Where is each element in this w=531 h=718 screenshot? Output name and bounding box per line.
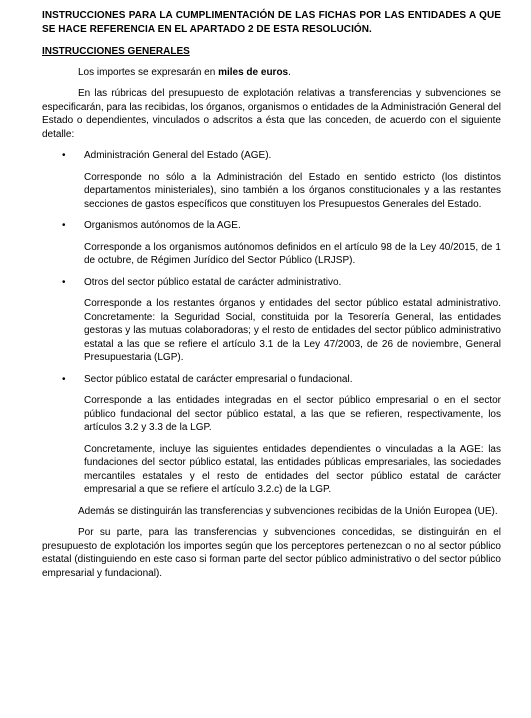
- ue-paragraph: Además se distinguirán las transferencias y subvenciones recibidas de la Unión Europea (UE).: [78, 505, 498, 517]
- bullet-label: Sector público estatal de carácter empresarial o fundacional.: [84, 373, 353, 385]
- bullet-paragraph: Concretamente, incluye las siguientes entidades dependientes o vinculadas a la AGE: las fundaciones del sector público estatal, las entidades públicas empresariales, las sociedades mercantiles estatales y el resto de entidades del sector público estatal de carácter empresarial a que se refiere el artículo 3.2.c) de la LGP.: [84, 443, 501, 495]
- bullet-label-line: [42, 276, 501, 290]
- bullet-item-age: [42, 149, 501, 211]
- bullet-icon: •: [62, 276, 66, 288]
- bullet-label: Otros del sector público estatal de carácter administrativo.: [84, 276, 342, 288]
- bullet-label: Organismos autónomos de la AGE.: [84, 220, 241, 231]
- bullet-item-otros-administrativo: [42, 276, 501, 365]
- rubricas-paragraph: En las rúbricas del presupuesto de explotación relativas a transferencias y subvenciones se especificarán, para las recibidas, los órganos, organismos o entidades de la Administración General del Estado o dependientes, vinculados o adscritos a ésta que las conceden, de acuerdo con el siguiente detalle:: [42, 88, 501, 140]
- intro-paragraph: [42, 66, 501, 80]
- bullet-paragraph: Corresponde a los restantes órganos y entidades del sector público estatal administrativo. Concretamente: la Seguridad Social, constituida por la Tesorería General, las entidades gestoras y las mutuas colaboradoras; y el resto de entidades del sector público administrativo estatal a las que se refiere el artículo 3.1 de la Ley 47/2003, de 26 de noviembre, General Presupuestaria (LGP).: [84, 298, 501, 363]
- section-heading-general: INSTRUCCIONES GENERALES: [42, 46, 190, 57]
- bullet-item-empresarial: [42, 373, 501, 497]
- bullet-icon: •: [62, 373, 66, 385]
- intro-text: Los importes se expresarán en: [78, 66, 219, 78]
- bullet-label-line: [42, 219, 501, 233]
- bullet-icon: •: [62, 220, 66, 231]
- concedidas-paragraph: Por su parte, para las transferencias y subvenciones concedidas, se distinguirán en el presupuesto de explotación los importes según que los perceptores pertenezcan o no al sector público estatal (distinguiendo en este caso si forman parte del sector público administrativo o del sector público empresarial y fundacional).: [42, 527, 501, 579]
- entity-bullet-list: [42, 149, 501, 497]
- bullet-item-organismos: [42, 219, 501, 268]
- bullet-icon: •: [62, 150, 66, 161]
- bullet-paragraph: Corresponde a las entidades integradas en el sector público empresarial o en el sector público fundacional del sector público estatal, a las que se refieren, respectivamente, los artículos 3.2 y 3.3 de la LGP.: [84, 395, 501, 433]
- bullet-label-line: [42, 149, 501, 163]
- intro-end: .: [288, 66, 291, 78]
- bullet-paragraph: Corresponde no sólo a la Administración del Estado en sentido estricto (los distintos departamentos ministeriales), sino también a los órganos constitucionales y a las restantes secciones de gastos específicos que constituyen los Presupuestos Generales del Estado.: [84, 171, 501, 210]
- bullet-label-line: [42, 373, 501, 387]
- bullet-label: Administración General del Estado (AGE).: [84, 150, 272, 161]
- document-title: INSTRUCCIONES PARA LA CUMPLIMENTACIÓN DE LAS FICHAS POR LAS ENTIDADES A QUE SE HACE REFERENCIA EN EL APARTADO 2 DE ESTA RESOLUCIÓN.: [42, 10, 501, 35]
- bullet-paragraph: Corresponde a los organismos autónomos definidos en el artículo 98 de la Ley 40/2015, de 1 de octubre, de Régimen Jurídico del Sector Público (LRJSP).: [84, 241, 501, 266]
- intro-bold-text: miles de euros: [218, 66, 289, 78]
